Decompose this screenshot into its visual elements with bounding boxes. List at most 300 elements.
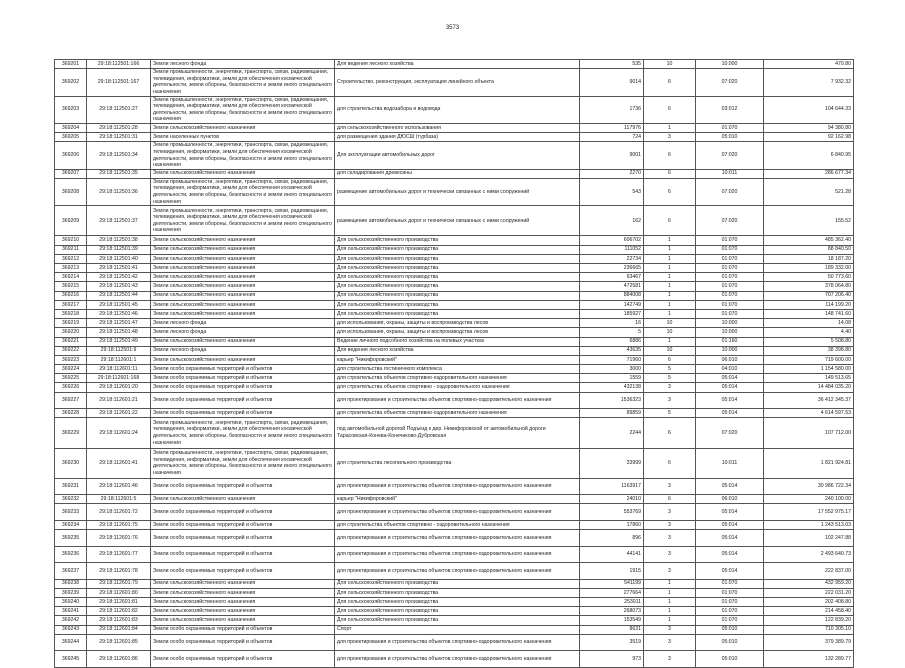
permitted-use-cell: Для сельскохозяйственного производства: [335, 273, 580, 282]
cadastral-number-cell: 29:18:112601:80: [87, 588, 151, 597]
cadastral-value-cell: 214 458.40: [764, 607, 854, 616]
table-row: [55, 607, 854, 616]
area-cell: 253011: [580, 597, 644, 606]
cadastral-value-cell: 6 840.95: [764, 142, 854, 169]
land-category-cell: Земли промышленности, энергетики, транспорта, связи, радиовещания, телевидения, информатики, земли для обеспечения космической деятельности, земли обороны, безопасности и земли иного специального назначения: [151, 96, 335, 123]
group-cell: 3: [644, 634, 696, 651]
cadastral-number-cell: 29:18:112501:27: [87, 96, 151, 123]
area-cell: 535: [580, 60, 644, 69]
permitted-use-cell: под автомобильной дорогой Подъезд к дер. Никифоровской от автомобильной дороги Тарасовская-Конева-Конечиково-Дубровская: [335, 418, 580, 448]
land-category-cell: Земли сельскохозяйственного назначения: [151, 169, 335, 178]
table-row: [55, 616, 854, 625]
cadastral-number-cell: 29:18:112601:76: [87, 530, 151, 547]
use-code-cell: 05:010: [696, 133, 764, 142]
table-row: [55, 69, 854, 96]
cadastral-value-cell: 92 162.98: [764, 133, 854, 142]
permitted-use-cell: Для сельскохозяйственного производства: [335, 291, 580, 300]
table-row: [55, 374, 854, 383]
area-cell: 1915: [580, 563, 644, 580]
cadastral-value-cell: 155.52: [764, 206, 854, 236]
use-code-cell: 03:012: [696, 96, 764, 123]
cadastral-number-cell: 29:18:112601:78: [87, 563, 151, 580]
permitted-use-cell: карьер "Никифоровский": [335, 355, 580, 364]
cadastral-number-cell: 29:18:112501:45: [87, 300, 151, 309]
table-row: [55, 634, 854, 651]
group-cell: 6: [644, 448, 696, 478]
row-number-cell: 369229: [55, 418, 87, 448]
area-cell: 111052: [580, 245, 644, 254]
area-cell: 8631: [580, 625, 644, 634]
row-number-cell: 369215: [55, 282, 87, 291]
cadastral-value-cell: 14.08: [764, 319, 854, 328]
area-cell: 1559: [580, 374, 644, 383]
cadastral-value-cell: 94 380.80: [764, 123, 854, 132]
group-cell: 1: [644, 597, 696, 606]
permitted-use-cell: Ведение личного подсобного хозяйства на полевых участках: [335, 337, 580, 346]
use-code-cell: 05:014: [696, 520, 764, 529]
area-cell: 543: [580, 178, 644, 205]
area-cell: 2244: [580, 418, 644, 448]
table-row: [55, 206, 854, 236]
cadastral-number-cell: 29:18:112601:77: [87, 546, 151, 563]
row-number-cell: 369224: [55, 365, 87, 374]
cadastral-number-cell: 29:18:112601:1: [87, 355, 151, 364]
table-row: [55, 563, 854, 580]
cadastral-number-cell: 29:18:112601:85: [87, 634, 151, 651]
cadastral-value-cell: 521.28: [764, 178, 854, 205]
table-row: [55, 495, 854, 504]
area-cell: 884008: [580, 291, 644, 300]
cadastral-value-cell: 1 154 580.00: [764, 365, 854, 374]
use-code-cell: 10:000: [696, 328, 764, 337]
row-number-cell: 369237: [55, 563, 87, 580]
group-cell: 1: [644, 309, 696, 318]
use-code-cell: 01:070: [696, 245, 764, 254]
use-code-cell: 05:014: [696, 409, 764, 418]
land-category-cell: Земли особо охраняемых территорий и объектов: [151, 374, 335, 383]
group-cell: 6: [644, 418, 696, 448]
permitted-use-cell: для проектирования и строительства объектов спортивно-оздоровительного назначения: [335, 563, 580, 580]
use-code-cell: 10:011: [696, 448, 764, 478]
cadastral-number-cell: 29:18:112601:5: [87, 495, 151, 504]
cadastral-value-cell: 38 398.80: [764, 346, 854, 355]
group-cell: 5: [644, 409, 696, 418]
land-category-cell: Земли сельскохозяйственного назначения: [151, 495, 335, 504]
land-category-cell: Земли населенных пунктов: [151, 133, 335, 142]
use-code-cell: 05:014: [696, 546, 764, 563]
area-cell: 44141: [580, 546, 644, 563]
group-cell: 3: [644, 520, 696, 529]
cadastral-number-cell: 29:18:112601:79: [87, 579, 151, 588]
table-row: [55, 319, 854, 328]
use-code-cell: 01:070: [696, 597, 764, 606]
cadastral-registry-table: [54, 59, 854, 668]
cadastral-value-cell: 1 821 924.81: [764, 448, 854, 478]
permitted-use-cell: для использования, охраны, защиты и воспроизводства лесов: [335, 319, 580, 328]
row-number-cell: 369230: [55, 448, 87, 478]
land-category-cell: Земли сельскохозяйственного назначения: [151, 300, 335, 309]
use-code-cell: 10:000: [696, 346, 764, 355]
permitted-use-cell: Для сельскохозяйственного производства: [335, 264, 580, 273]
table-row: [55, 365, 854, 374]
row-number-cell: 369222: [55, 346, 87, 355]
table-row: [55, 264, 854, 273]
permitted-use-cell: Для сельскохозяйственного производства: [335, 300, 580, 309]
land-category-cell: Земли промышленности, энергетики, транспорта, связи, радиовещания, телевидения, информатики, земли для обеспечения космической деятельности, земли обороны, безопасности и земли иного специального назначения: [151, 448, 335, 478]
row-number-cell: 369214: [55, 273, 87, 282]
area-cell: 9001: [580, 142, 644, 169]
use-code-cell: 07:020: [696, 69, 764, 96]
use-code-cell: 05:014: [696, 374, 764, 383]
row-number-cell: 369238: [55, 579, 87, 588]
table-row: [55, 142, 854, 169]
cadastral-value-cell: 240 100.00: [764, 495, 854, 504]
land-category-cell: Земли особо охраняемых территорий и объектов: [151, 634, 335, 651]
table-row: [55, 236, 854, 245]
cadastral-number-cell: 29:18:112501:28: [87, 123, 151, 132]
area-cell: 71960: [580, 355, 644, 364]
group-cell: 6: [644, 206, 696, 236]
cadastral-value-cell: 189 332.00: [764, 264, 854, 273]
use-code-cell: 10:011: [696, 169, 764, 178]
area-cell: 185927: [580, 309, 644, 318]
group-cell: 3: [644, 530, 696, 547]
row-number-cell: 369207: [55, 169, 87, 178]
cadastral-number-cell: 29:18:112601:21: [87, 392, 151, 409]
group-cell: 1: [644, 273, 696, 282]
area-cell: 2270: [580, 169, 644, 178]
use-code-cell: 01:070: [696, 588, 764, 597]
permitted-use-cell: для сельскохозяйственного использования: [335, 123, 580, 132]
table-row: [55, 254, 854, 263]
land-category-cell: Земли лесного фонда: [151, 60, 335, 69]
land-category-cell: Земли сельскохозяйственного назначения: [151, 579, 335, 588]
land-category-cell: Земли сельскохозяйственного назначения: [151, 616, 335, 625]
land-category-cell: Земли сельскохозяйственного назначения: [151, 282, 335, 291]
land-category-cell: Земли промышленности, энергетики, транспорта, связи, радиовещания, телевидения, информатики, земли для обеспечения космической деятельности, земли обороны, безопасности и земли иного специального назначения: [151, 178, 335, 205]
row-number-cell: 369210: [55, 236, 87, 245]
use-code-cell: 01:070: [696, 264, 764, 273]
permitted-use-cell: Для сельскохозяйственного производства: [335, 607, 580, 616]
area-cell: 432138: [580, 383, 644, 392]
area-cell: 268073: [580, 607, 644, 616]
area-cell: 553769: [580, 504, 644, 521]
use-code-cell: 07:020: [696, 142, 764, 169]
cadastral-number-cell: 29:18:112601:24: [87, 418, 151, 448]
row-number-cell: 369228: [55, 409, 87, 418]
land-category-cell: Земли сельскохозяйственного назначения: [151, 264, 335, 273]
land-category-cell: Земли особо охраняемых территорий и объектов: [151, 546, 335, 563]
row-number-cell: 369231: [55, 478, 87, 495]
row-number-cell: 369234: [55, 520, 87, 529]
area-cell: 1736: [580, 96, 644, 123]
row-number-cell: 369221: [55, 337, 87, 346]
group-cell: 3: [644, 478, 696, 495]
group-cell: 1: [644, 282, 696, 291]
cadastral-number-cell: 29:18:112501:34: [87, 142, 151, 169]
row-number-cell: 369213: [55, 264, 87, 273]
table-row: [55, 169, 854, 178]
cadastral-value-cell: 286 677.34: [764, 169, 854, 178]
cadastral-number-cell: 29:18:112601:84: [87, 625, 151, 634]
cadastral-value-cell: 114 199.20: [764, 300, 854, 309]
cadastral-number-cell: 29:18:112601:20: [87, 383, 151, 392]
use-code-cell: 05:014: [696, 504, 764, 521]
permitted-use-cell: для строительства объектов спортивно-оздоровительного назначения: [335, 409, 580, 418]
area-cell: 1536323: [580, 392, 644, 409]
land-category-cell: Земли особо охраняемых территорий и объектов: [151, 409, 335, 418]
use-code-cell: 01:070: [696, 616, 764, 625]
group-cell: 6: [644, 355, 696, 364]
cadastral-number-cell: 29:18:112601:22: [87, 409, 151, 418]
land-category-cell: Земли лесного фонда: [151, 319, 335, 328]
land-category-cell: Земли сельскохозяйственного назначения: [151, 588, 335, 597]
cadastral-number-cell: 29:18:112601:11: [87, 365, 151, 374]
cadastral-value-cell: 132 289.77: [764, 651, 854, 668]
use-code-cell: 05:010: [696, 625, 764, 634]
group-cell: 5: [644, 374, 696, 383]
cadastral-number-cell: 29:18:112501:9: [87, 346, 151, 355]
row-number-cell: 369203: [55, 96, 87, 123]
area-cell: 277664: [580, 588, 644, 597]
area-cell: 17860: [580, 520, 644, 529]
use-code-cell: 06:010: [696, 355, 764, 364]
cadastral-number-cell: 29:18:112601:75: [87, 520, 151, 529]
table-row: [55, 448, 854, 478]
group-cell: 10: [644, 346, 696, 355]
row-number-cell: 369212: [55, 254, 87, 263]
cadastral-value-cell: 710 305.10: [764, 625, 854, 634]
permitted-use-cell: Для ведения лесного хозяйства: [335, 60, 580, 69]
row-number-cell: 369204: [55, 123, 87, 132]
permitted-use-cell: для строительства лесопильного производства: [335, 448, 580, 478]
cadastral-value-cell: 379 389.79: [764, 634, 854, 651]
use-code-cell: 04:010: [696, 365, 764, 374]
row-number-cell: 369233: [55, 504, 87, 521]
area-cell: 236665: [580, 264, 644, 273]
table-row: [55, 383, 854, 392]
use-code-cell: 10:000: [696, 60, 764, 69]
permitted-use-cell: Для сельскохозяйственного производства: [335, 597, 580, 606]
cadastral-value-cell: 378 064.80: [764, 282, 854, 291]
table-row: [55, 546, 854, 563]
group-cell: 10: [644, 60, 696, 69]
land-category-cell: Земли особо охраняемых территорий и объектов: [151, 563, 335, 580]
use-code-cell: 05:014: [696, 392, 764, 409]
area-cell: 896: [580, 530, 644, 547]
table-row: [55, 478, 854, 495]
table-row: [55, 392, 854, 409]
cadastral-value-cell: 2 493 640.73: [764, 546, 854, 563]
cadastral-value-cell: 222 031.20: [764, 588, 854, 597]
land-category-cell: Земли промышленности, энергетики, транспорта, связи, радиовещания, телевидения, информатики, земли для обеспечения космической деятельности, земли обороны, безопасности и земли иного специального назначения: [151, 206, 335, 236]
cadastral-number-cell: 29:18:112501:46: [87, 309, 151, 318]
area-cell: 63467: [580, 273, 644, 282]
permitted-use-cell: для проектирования и строительства объектов спортивно-оздоровительного назначения: [335, 478, 580, 495]
group-cell: 3: [644, 133, 696, 142]
row-number-cell: 369236: [55, 546, 87, 563]
use-code-cell: 05:014: [696, 478, 764, 495]
area-cell: 724: [580, 133, 644, 142]
use-code-cell: 07:020: [696, 206, 764, 236]
cadastral-number-cell: 29:18:112601:168: [87, 374, 151, 383]
cadastral-number-cell: 29:18:112601:86: [87, 651, 151, 668]
row-number-cell: 369223: [55, 355, 87, 364]
permitted-use-cell: Для сельскохозяйственного производства: [335, 282, 580, 291]
group-cell: 3: [644, 563, 696, 580]
table-row: [55, 597, 854, 606]
cadastral-value-cell: 18 187.20: [764, 254, 854, 263]
permitted-use-cell: для размещения здания ДЮСШ (турбаза): [335, 133, 580, 142]
use-code-cell: 01:070: [696, 309, 764, 318]
table-row: [55, 291, 854, 300]
group-cell: 3: [644, 383, 696, 392]
use-code-cell: 01:070: [696, 291, 764, 300]
cadastral-value-cell: 4 614 597.53: [764, 409, 854, 418]
table-row: [55, 504, 854, 521]
cadastral-value-cell: 4.40: [764, 328, 854, 337]
use-code-cell: 01:070: [696, 273, 764, 282]
use-code-cell: 01:160: [696, 337, 764, 346]
area-cell: 24010: [580, 495, 644, 504]
area-cell: 5: [580, 328, 644, 337]
row-number-cell: 369226: [55, 383, 87, 392]
land-category-cell: Земли особо охраняемых территорий и объектов: [151, 365, 335, 374]
table-row: [55, 96, 854, 123]
table-row: [55, 178, 854, 205]
permitted-use-cell: для проектирования и строительства объектов спортивно-оздоровительного назначения: [335, 634, 580, 651]
registry-body: [55, 60, 854, 668]
permitted-use-cell: Для сельскохозяйственного производства: [335, 245, 580, 254]
land-category-cell: Земли особо охраняемых территорий и объектов: [151, 651, 335, 668]
land-category-cell: Земли сельскохозяйственного назначения: [151, 337, 335, 346]
land-category-cell: Земли особо охраняемых территорий и объектов: [151, 625, 335, 634]
permitted-use-cell: для проектирования и строительства объектов спортивно-оздоровительного назначения: [335, 651, 580, 668]
permitted-use-cell: для складирования древесины: [335, 169, 580, 178]
row-number-cell: 369208: [55, 178, 87, 205]
table-row: [55, 309, 854, 318]
cadastral-number-cell: 29:18:112501:166: [87, 60, 151, 69]
area-cell: 541199: [580, 579, 644, 588]
land-category-cell: Земли сельскохозяйственного назначения: [151, 123, 335, 132]
table-row: [55, 346, 854, 355]
group-cell: 3: [644, 651, 696, 668]
table-row: [55, 588, 854, 597]
group-cell: 1: [644, 579, 696, 588]
row-number-cell: 369239: [55, 588, 87, 597]
cadastral-value-cell: 17 552 975.17: [764, 504, 854, 521]
cadastral-number-cell: 29:18:112501:35: [87, 169, 151, 178]
permitted-use-cell: Для сельскохозяйственного производства: [335, 588, 580, 597]
row-number-cell: 369243: [55, 625, 87, 634]
permitted-use-cell: Для сельскохозяйственного производства: [335, 309, 580, 318]
group-cell: 10: [644, 319, 696, 328]
cadastral-number-cell: 29:18:112501:44: [87, 291, 151, 300]
land-category-cell: Земли лесного фонда: [151, 328, 335, 337]
cadastral-value-cell: 707 206.40: [764, 291, 854, 300]
land-category-cell: Земли особо охраняемых территорий и объектов: [151, 392, 335, 409]
land-category-cell: Земли сельскохозяйственного назначения: [151, 309, 335, 318]
use-code-cell: 07:020: [696, 178, 764, 205]
cadastral-value-cell: 202 408.80: [764, 597, 854, 606]
use-code-cell: 05:014: [696, 383, 764, 392]
cadastral-number-cell: 29:18:112501:43: [87, 282, 151, 291]
use-code-cell: 10:000: [696, 319, 764, 328]
group-cell: 1: [644, 291, 696, 300]
group-cell: 5: [644, 365, 696, 374]
area-cell: 43635: [580, 346, 644, 355]
use-code-cell: 01:070: [696, 236, 764, 245]
permitted-use-cell: для проектирования и строительства объектов спортивно-оздоровительного назначения: [335, 530, 580, 547]
permitted-use-cell: Спорт: [335, 625, 580, 634]
cadastral-number-cell: 29:18:112601:41: [87, 448, 151, 478]
area-cell: 6886: [580, 337, 644, 346]
cadastral-number-cell: 29:18:112501:38: [87, 236, 151, 245]
cadastral-number-cell: 29:18:112601:83: [87, 616, 151, 625]
cadastral-number-cell: 29:18:112501:31: [87, 133, 151, 142]
permitted-use-cell: размещение автомобильных дорог и технически связанных с ними сооружений: [335, 178, 580, 205]
cadastral-value-cell: 222 837.00: [764, 563, 854, 580]
cadastral-number-cell: 29:18:112601:82: [87, 607, 151, 616]
use-code-cell: 01:070: [696, 123, 764, 132]
land-category-cell: Земли промышленности, энергетики, транспорта, связи, радиовещания, телевидения, информатики, земли для обеспечения космической деятельности, земли обороны, безопасности и земли иного специального назначения: [151, 142, 335, 169]
cadastral-value-cell: 122 839.20: [764, 616, 854, 625]
table-row: [55, 123, 854, 132]
cadastral-number-cell: 29:18:112601:72: [87, 504, 151, 521]
use-code-cell: 05:010: [696, 634, 764, 651]
cadastral-number-cell: 29:18:112501:167: [87, 69, 151, 96]
land-category-cell: Земли сельскохозяйственного назначения: [151, 291, 335, 300]
table-row: [55, 133, 854, 142]
group-cell: 10: [644, 328, 696, 337]
row-number-cell: 369211: [55, 245, 87, 254]
land-category-cell: Земли сельскохозяйственного назначения: [151, 245, 335, 254]
area-cell: 3000: [580, 365, 644, 374]
group-cell: 1: [644, 300, 696, 309]
row-number-cell: 369232: [55, 495, 87, 504]
land-category-cell: Земли промышленности, энергетики, транспорта, связи, радиовещания, телевидения, информатики, земли для обеспечения космической деятельности, земли обороны, безопасности и земли иного специального назначения: [151, 418, 335, 448]
land-category-cell: Земли сельскохозяйственного назначения: [151, 236, 335, 245]
area-cell: 153549: [580, 616, 644, 625]
use-code-cell: 05:010: [696, 651, 764, 668]
group-cell: 6: [644, 142, 696, 169]
row-number-cell: 369202: [55, 69, 87, 96]
table-row: [55, 625, 854, 634]
cadastral-number-cell: 29:18:112501:48: [87, 328, 151, 337]
permitted-use-cell: Для сельскохозяйственного производства: [335, 254, 580, 263]
land-category-cell: Земли особо охраняемых территорий и объектов: [151, 504, 335, 521]
row-number-cell: 369219: [55, 319, 87, 328]
row-number-cell: 369245: [55, 651, 87, 668]
area-cell: 16: [580, 319, 644, 328]
cadastral-number-cell: 29:18:112501:41: [87, 264, 151, 273]
group-cell: 6: [644, 178, 696, 205]
use-code-cell: 07:020: [696, 418, 764, 448]
area-cell: 3519: [580, 634, 644, 651]
table-row: [55, 328, 854, 337]
cadastral-value-cell: 149 513.65: [764, 374, 854, 383]
permitted-use-cell: Для сельскохозяйственного производства: [335, 579, 580, 588]
row-number-cell: 369201: [55, 60, 87, 69]
permitted-use-cell: для строительства водозабора и водовода: [335, 96, 580, 123]
area-cell: 33999: [580, 448, 644, 478]
table-row: [55, 355, 854, 364]
area-cell: 142749: [580, 300, 644, 309]
table-row: [55, 651, 854, 668]
permitted-use-cell: размещение автомобильных дорог и технически связанных с ними сооружений: [335, 206, 580, 236]
cadastral-value-cell: 102 247.88: [764, 530, 854, 547]
row-number-cell: 369227: [55, 392, 87, 409]
